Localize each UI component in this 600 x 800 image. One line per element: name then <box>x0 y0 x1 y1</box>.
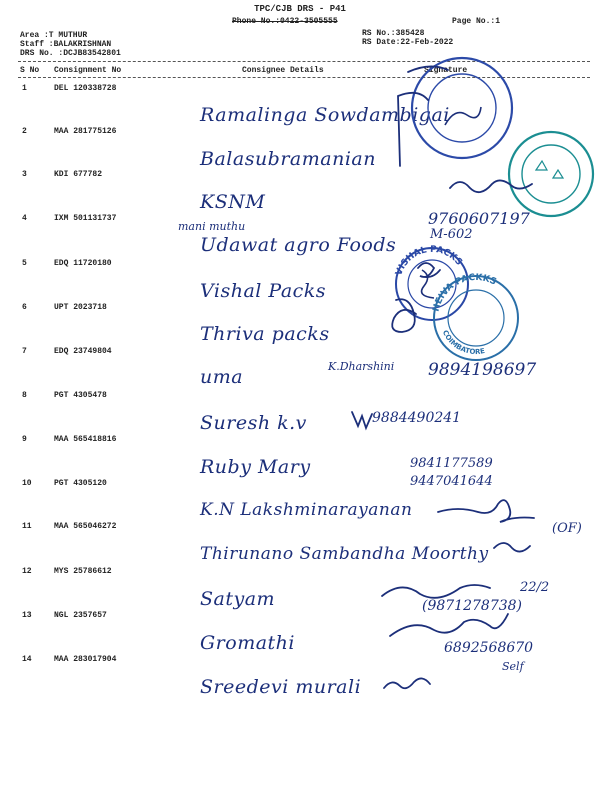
row-sno: 9 <box>22 435 27 444</box>
col-sno: S No <box>20 66 40 75</box>
handwritten-phone: 9884490241 <box>372 410 462 426</box>
handwritten-phone: 9894198697 <box>428 360 537 380</box>
row-consignment: DEL 120338728 <box>54 84 117 93</box>
header-rule-bottom <box>18 77 590 78</box>
row-sno: 11 <box>22 522 32 531</box>
consignee-name: Satyam <box>200 588 276 610</box>
handwritten-phone: 9447041644 <box>410 474 493 489</box>
row-sno: 8 <box>22 391 27 400</box>
signature-10 <box>438 500 534 522</box>
signature-13 <box>390 614 508 636</box>
row-sno: 14 <box>22 655 32 664</box>
heiva-packks-stamp <box>432 273 518 360</box>
header-rule-top <box>18 61 590 62</box>
consignee-name: Gromathi <box>200 632 295 654</box>
row-consignment: MAA 283017904 <box>54 655 117 664</box>
vishal-stamp-text: VISHAL PACKS <box>394 244 464 278</box>
page-number: Page No.:1 <box>452 17 501 26</box>
row-consignment: UPT 2023718 <box>54 303 107 312</box>
row-consignment: EDQ 11720180 <box>54 259 112 268</box>
signature-6 <box>392 299 416 332</box>
handwritten-phone: 9760607197 <box>428 209 530 228</box>
ksum-drip-stamp <box>509 132 593 216</box>
consignee-name: Ramalinga Sowdambigai <box>200 104 450 126</box>
rs-number: RS No.:385428 <box>362 29 425 38</box>
row-consignment: MAA 565418816 <box>54 435 117 444</box>
row-consignment: MYS 25786612 <box>54 567 112 576</box>
row-sno: 3 <box>22 170 27 179</box>
signature-11 <box>494 543 530 552</box>
handwritten-note: M-602 <box>430 227 473 242</box>
receiver-name: K.Dharshini <box>328 360 395 373</box>
signature-5 <box>418 263 440 277</box>
row-consignment: NGL 2357657 <box>54 611 107 620</box>
signature-12 <box>382 585 490 598</box>
row-sno: 10 <box>22 479 32 488</box>
svg-text:VISHAL PACKS <box>394 245 464 277</box>
consignee-name: uma <box>200 366 244 388</box>
heiva-stamp-text: HEIVA PACKKS <box>431 272 498 313</box>
consignee-name: KSNM <box>200 191 266 213</box>
row-sno: 12 <box>22 567 32 576</box>
col-consignment: Consignment No <box>54 66 122 75</box>
row-sno: 6 <box>22 303 27 312</box>
row-consignment: PGT 4305120 <box>54 479 107 488</box>
drs-number: DRS No. :DCJB83542801 <box>20 49 121 58</box>
consignee-name: Thirunano Sambandha Moorthy <box>200 544 489 564</box>
row-sno: 5 <box>22 259 27 268</box>
row-sno: 7 <box>22 347 27 356</box>
consignee-name: K.N Lakshminarayanan <box>200 500 413 520</box>
row-consignment: IXM 501131737 <box>54 214 117 223</box>
consignee-name: Balasubramanian <box>200 148 376 170</box>
rs-date: RS Date:22-Feb-2022 <box>362 38 454 47</box>
handwritten-phone: 9841177589 <box>410 456 493 471</box>
signature-3 <box>450 180 532 192</box>
phone-number: Phone No.:0422-3505555 <box>232 17 338 26</box>
row-consignment: KDI 677782 <box>54 170 103 179</box>
consignee-name: Udawat agro Foods <box>200 234 397 256</box>
receiver-name: mani muthu <box>178 220 246 233</box>
handwritten-phone: 6892568670 <box>444 640 534 656</box>
handwritten-date: 22/2 <box>520 580 550 595</box>
row-sno: 13 <box>22 611 32 620</box>
handwritten-phone: (9871278738) <box>422 598 522 614</box>
consignee-name: Suresh k.v <box>200 412 307 434</box>
vishal-packs-stamp <box>394 245 468 320</box>
handwritten-note: Self <box>502 660 524 673</box>
col-signature: Signature <box>424 66 468 75</box>
row-sno: 1 <box>22 84 27 93</box>
sheet-title: TPC/CJB DRS - P41 <box>254 4 346 14</box>
row-consignment: EDQ 23749804 <box>54 347 112 356</box>
handwritten-note: (OF) <box>552 521 582 536</box>
row-sno: 2 <box>22 127 27 136</box>
area-label: Area :T MUTHUR <box>20 31 88 40</box>
signature-14 <box>384 678 430 688</box>
signature-8 <box>352 412 372 428</box>
consignee-name: Vishal Packs <box>200 280 327 302</box>
staff-label: Staff :BALAKRISHNAN <box>20 40 112 49</box>
col-consignee: Consignee Details <box>242 66 324 75</box>
row-sno: 4 <box>22 214 27 223</box>
consignee-name: Thriva packs <box>200 323 330 345</box>
consignee-name: Sreedevi murali <box>200 676 362 698</box>
row-consignment: PGT 4305478 <box>54 391 107 400</box>
row-consignment: MAA 565046272 <box>54 522 117 531</box>
consignee-name: Ruby Mary <box>200 456 311 478</box>
svg-text:HEIVA PACKKS <box>432 273 498 313</box>
svg-text:COIMBATORE <box>441 329 486 356</box>
row-consignment: MAA 281775126 <box>54 127 117 136</box>
heiva-stamp-city: COIMBATORE <box>440 329 486 357</box>
